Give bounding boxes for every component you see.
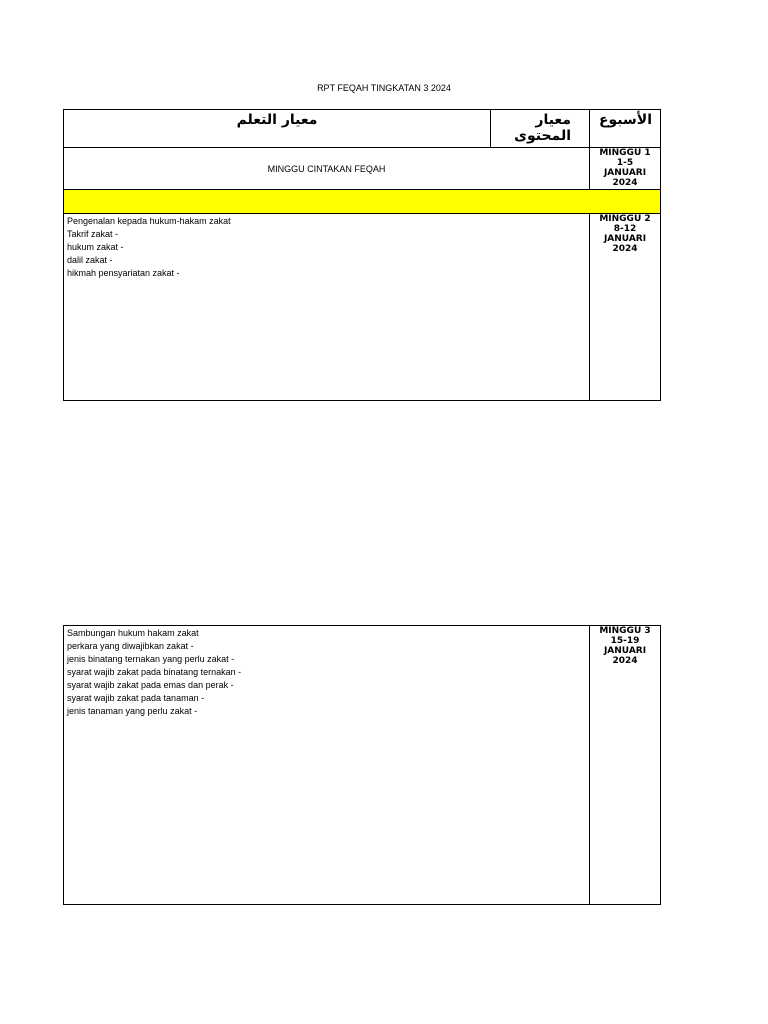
week-1-month: JANUARI [603, 168, 647, 178]
table-header-row [64, 110, 661, 148]
topic-item: Takrif zakat - [67, 229, 119, 239]
week-3-year: 2024 [612, 656, 638, 666]
topic-item: syarat wajib zakat pada tanaman - [67, 693, 205, 703]
week-3-month: JANUARI [603, 646, 647, 656]
topic-item: hikmah pensyariatan zakat - [67, 268, 180, 278]
week-2-month: JANUARI [603, 234, 647, 244]
week-3-cell [590, 626, 661, 905]
topic-item: Sambungan hukum hakam zakat [67, 628, 199, 638]
topic-item: perkara yang diwajibkan zakat - [67, 641, 194, 651]
week-3-label: MINGGU 3 [599, 626, 651, 636]
topic-item: jenis binatang ternakan yang perlu zakat - [67, 654, 235, 664]
header-learning-standard: معيار التعلم [64, 110, 491, 148]
week-1-cell [590, 148, 661, 190]
rpt-table-week-3 [63, 625, 661, 905]
week-2-label: MINGGU 2 [599, 214, 651, 224]
week-3-row [64, 626, 661, 905]
header-content-standard: معيار المحتوى [491, 110, 590, 148]
intro-row [64, 148, 661, 190]
topic-item: Pengenalan kepada hukum-hakam zakat [67, 216, 231, 226]
highlight-cell [64, 190, 661, 214]
week-2-topics [64, 214, 590, 401]
week-1-dates: 1-5 [616, 158, 634, 168]
topic-item: hukum zakat - [67, 242, 124, 252]
document-title: RPT FEQAH TINGKATAN 3 2024 [317, 83, 451, 93]
week-1-year: 2024 [612, 178, 638, 188]
topic-item: jenis tanaman yang perlu zakat - [67, 706, 198, 716]
topic-item: dalil zakat - [67, 255, 113, 265]
topic-item: syarat wajib zakat pada binatang ternakan - [67, 667, 242, 677]
rpt-table-week-1-2 [63, 109, 661, 401]
week-2-cell [590, 214, 661, 401]
week-3-dates: 15-19 [610, 636, 640, 646]
intro-text: MINGGU CINTAKAN FEQAH [64, 148, 590, 190]
week-2-row [64, 214, 661, 401]
week-2-dates: 8-12 [613, 224, 637, 234]
highlight-row [64, 190, 661, 214]
week-3-topics [64, 626, 590, 905]
week-2-year: 2024 [612, 244, 638, 254]
header-week: الأسبوع [590, 110, 661, 148]
week-1-label: MINGGU 1 [599, 148, 651, 158]
topic-item: syarat wajib zakat pada emas dan perak - [67, 680, 234, 690]
